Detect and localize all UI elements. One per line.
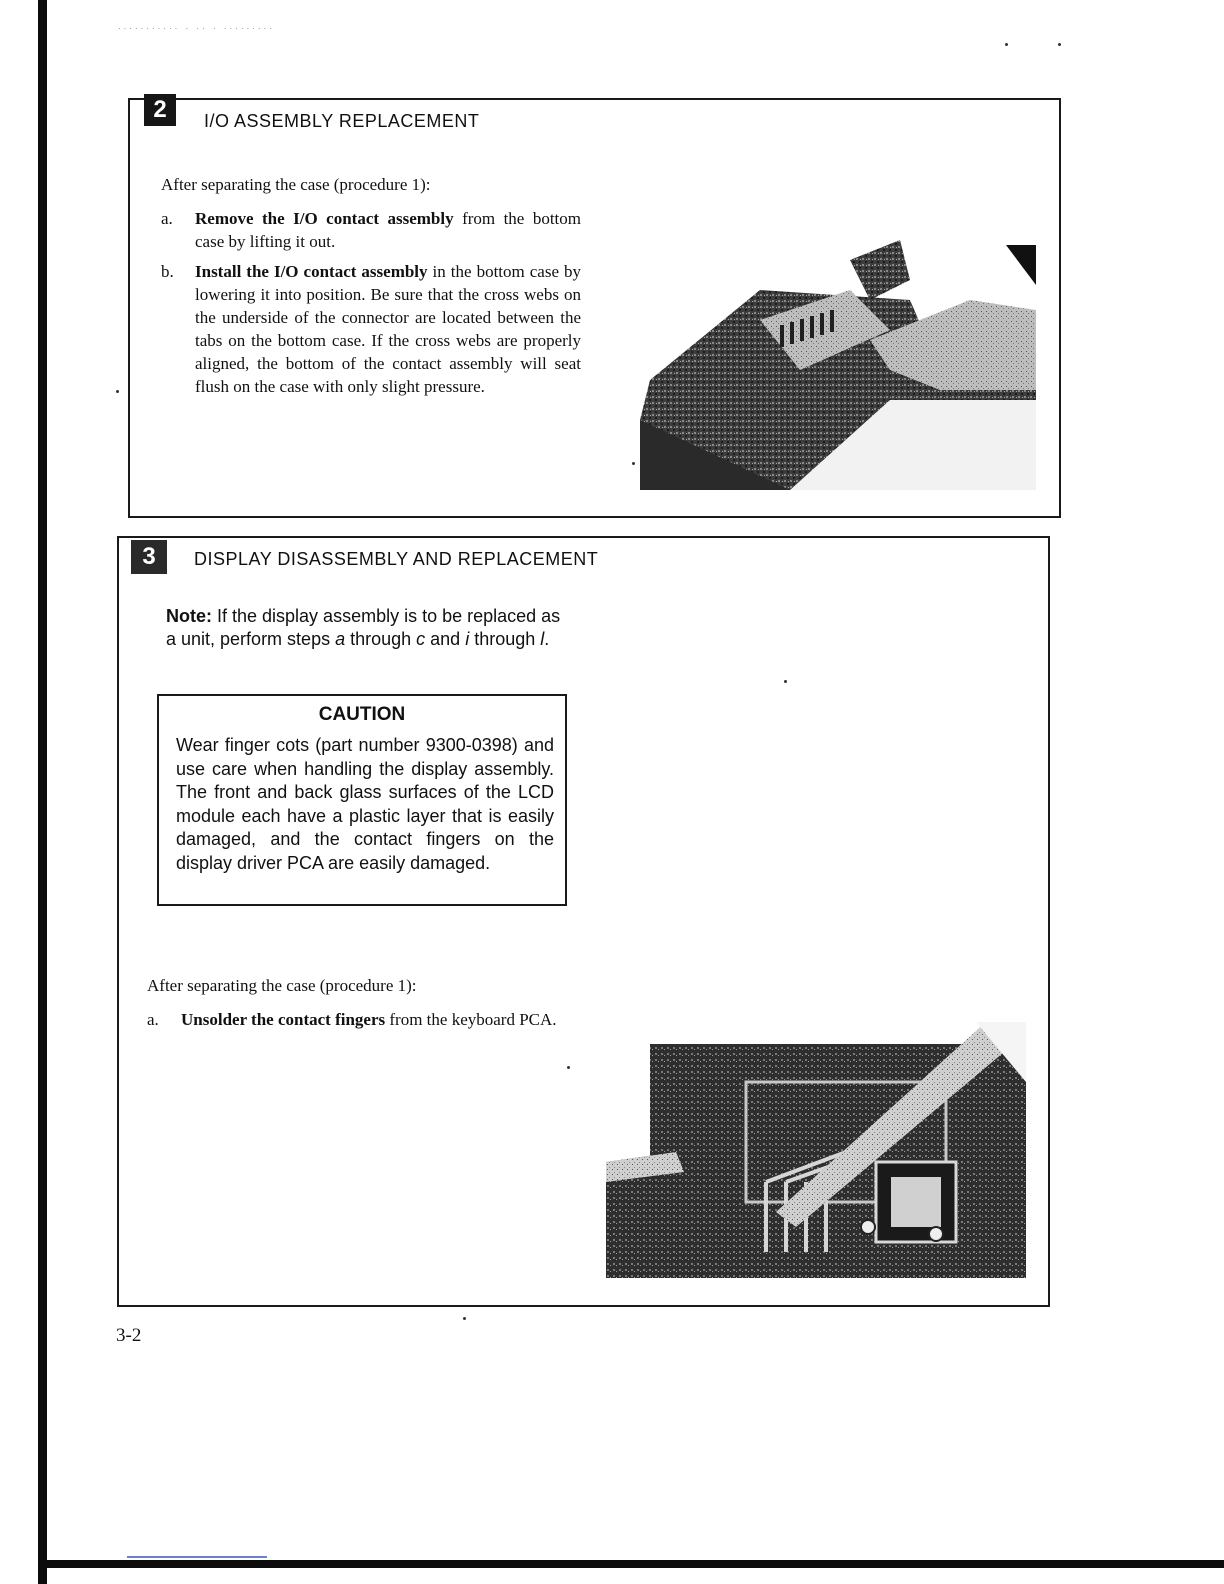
scan-speck (1058, 43, 1061, 46)
section-title: DISPLAY DISASSEMBLY AND REPLACEMENT (194, 549, 599, 569)
note-step-ref: l (540, 629, 545, 649)
note-label: Note: (166, 606, 212, 626)
scan-speck (463, 1317, 466, 1320)
scan-edge-left (38, 0, 47, 1584)
section-number-badge: 3 (131, 540, 167, 574)
note-paragraph (166, 605, 566, 651)
note-step-ref: i (465, 629, 470, 649)
step-body: in the bottom case by lowering it into position. Be sure that the cross webs on the underside of the connector are located between the tabs on the bottom case. If the cross webs are properly aligned, the bottom of the contact assembly will seat flush on the case with only slight pressure. (195, 262, 582, 396)
scan-speck (1005, 43, 1008, 46)
step-body: from the bottom case by lifting it out. (195, 209, 581, 251)
scan-edge-bottom (38, 1560, 1224, 1568)
header-scrawl: ··········· · ·· · ········· (118, 24, 275, 33)
note-step-ref: c (416, 629, 426, 649)
step-body: from the keyboard PCA. (385, 1010, 557, 1029)
step-marker: a. (147, 1010, 159, 1029)
step-text (181, 1008, 567, 1031)
step-item (147, 1008, 577, 1058)
caution-box (157, 694, 567, 906)
io-contact-assembly-photo (640, 240, 1036, 490)
step-bold-lead: Install the I/O contact assembly (195, 262, 428, 281)
keyboard-pca-photo (606, 1022, 1026, 1278)
section-intro: After separating the case (procedure 1): (147, 976, 417, 995)
scan-edge-mark (127, 1556, 267, 1558)
note-text: . (544, 629, 550, 649)
note-text: through (469, 629, 541, 649)
step-item (161, 260, 581, 430)
caution-heading: CAUTION (318, 704, 406, 725)
note-step-ref: a (335, 629, 346, 649)
note-text: and (425, 629, 466, 649)
caution-text: Wear finger cots (part number 9300-0398) and use care when handling the display assembly. The front and back glass surfaces of the LCD module each have a plastic layer that is easily damaged, and the contact fingers on the display driver PCA are easily damaged. (176, 735, 554, 873)
step-bold-lead: Remove the I/O contact assembly (195, 209, 454, 228)
note-text: If the display assembly is to be replaced as a unit, perform steps (166, 606, 561, 649)
section-number-badge: 2 (144, 94, 176, 126)
step-text (195, 207, 581, 253)
step-text (195, 260, 581, 398)
scan-speck (116, 390, 119, 393)
section-intro: After separating the case (procedure 1): (161, 175, 431, 194)
note-text: through (345, 629, 417, 649)
step-marker: b. (161, 262, 174, 281)
section-title: I/O ASSEMBLY REPLACEMENT (204, 111, 480, 131)
step-marker: a. (161, 209, 173, 228)
page-number: 3-2 (116, 1325, 142, 1346)
step-bold-lead: Unsolder the contact fingers (181, 1010, 386, 1029)
step-item (161, 207, 581, 257)
